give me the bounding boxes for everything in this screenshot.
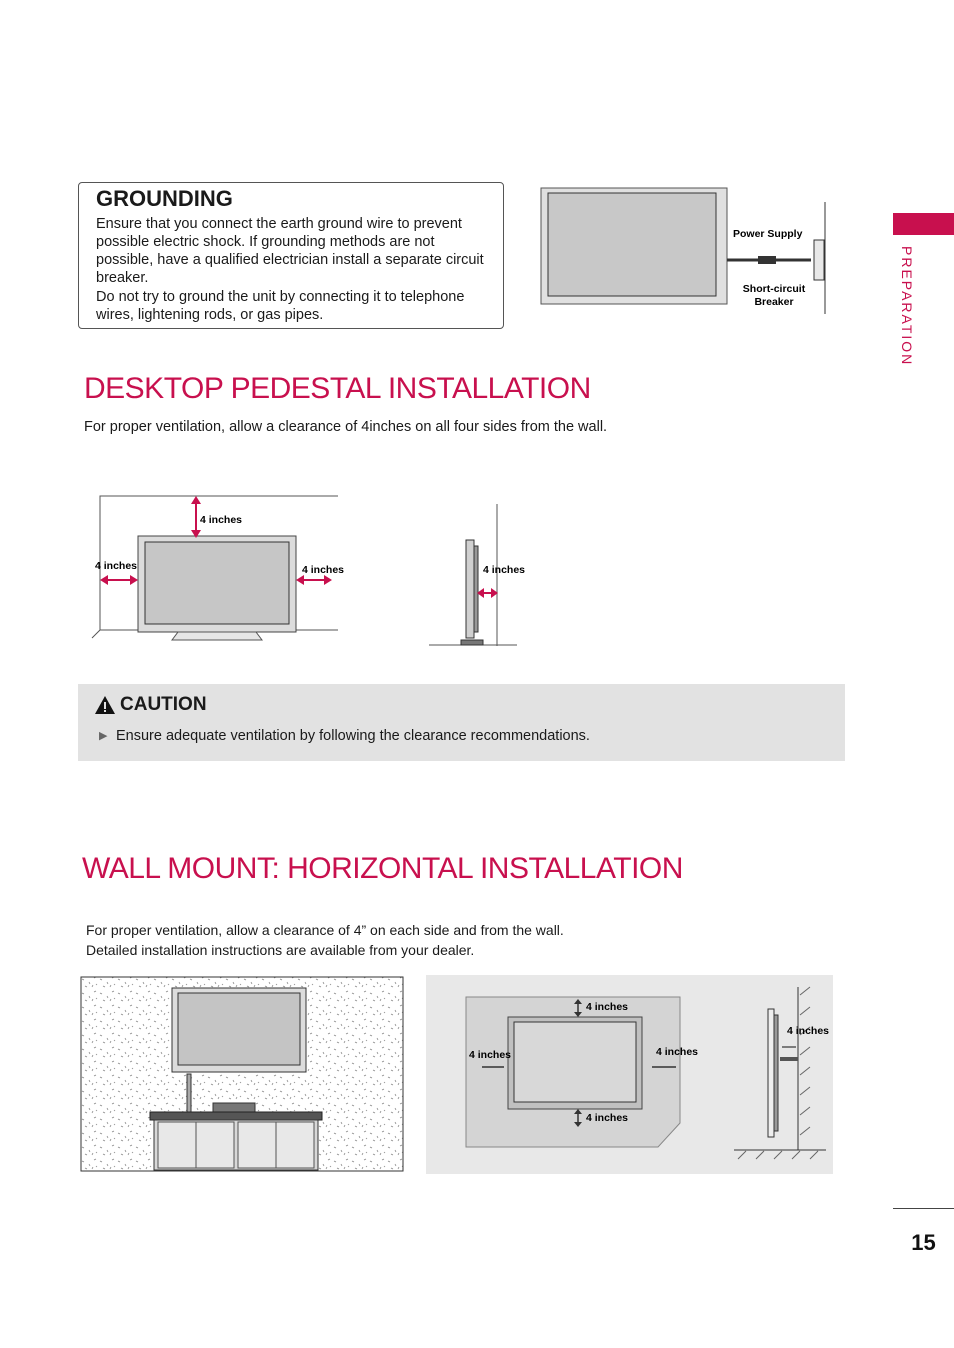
grounding-paragraph-2: Do not try to ground the unit by connecting it to telephone wires, lightening rods, or gas pipes. (96, 289, 465, 323)
grounding-paragraph-1: Ensure that you connect the earth ground wire to prevent possible electric shock. If grounding methods are not possible, have a qualified electrician install a separate circuit breaker. (96, 216, 484, 286)
wall-clearance-top-label: 4 inches (586, 1001, 629, 1013)
desktop-intro-text: For proper ventilation, allow a clearance of 4inches on all four sides from the wall. (84, 419, 608, 435)
tv-side-profile (466, 540, 474, 638)
caution-title: CAUTION (120, 694, 207, 715)
wall-mount-heading: WALL MOUNT: HORIZONTAL INSTALLATION (82, 852, 683, 885)
desktop-side-diagram (425, 500, 535, 650)
wall-bracket-icon (780, 1057, 798, 1061)
warning-triangle-icon (94, 695, 116, 715)
tv-pedestal (172, 632, 262, 640)
wall-mount-illustration (80, 976, 405, 1174)
wall-clearance-bottom-label: 4 inches (586, 1112, 629, 1124)
section-tab-marker (893, 213, 954, 235)
power-outlet-icon (814, 240, 824, 280)
grounding-diagram (536, 184, 836, 318)
wall-clearance-panel (426, 975, 834, 1175)
desktop-installation-heading: DESKTOP PEDESTAL INSTALLATION (84, 372, 591, 405)
section-tab-label: PREPARATION (899, 246, 915, 367)
wall-tv-screen-2 (514, 1022, 636, 1102)
clearance-top-label: 4 inches (200, 514, 243, 526)
clearance-wall-label: 4 inches (483, 564, 526, 576)
grounding-title: GROUNDING (96, 186, 233, 211)
breaker-icon (758, 256, 776, 264)
caution-text: Ensure adequate ventilation by following the clearance recommendations. (116, 728, 590, 744)
wall-intro-line-1: For proper ventilation, allow a clearance of 4” on each side and from the wall. (86, 922, 564, 938)
wall-clearance-left-label: 4 inches (469, 1049, 512, 1061)
power-supply-label: Power Supply (733, 228, 803, 240)
desktop-front-diagram (88, 490, 348, 650)
clearance-right-label: 4 inches (302, 564, 345, 576)
wall-clearance-right-label: 4 inches (656, 1046, 699, 1058)
wall-intro-line-2: Detailed installation instructions are available from your dealer. (86, 942, 475, 958)
stand-base (461, 640, 483, 645)
wall-tv-side-profile (768, 1009, 774, 1137)
clearance-left-label: 4 inches (95, 560, 138, 572)
bullet-arrow-icon: ▶ (99, 730, 108, 742)
tv-screen (548, 193, 716, 296)
tv-screen (145, 542, 289, 624)
wall-clearance-depth-label: 4 inches (787, 1025, 830, 1037)
page-number-rule (893, 1208, 954, 1209)
cabinet-top (150, 1112, 322, 1120)
breaker-label-2: Breaker (754, 296, 794, 308)
wall-tv-screen (178, 993, 300, 1065)
page-number: 15 (911, 1230, 936, 1255)
breaker-label-1: Short-circuit (742, 283, 806, 295)
